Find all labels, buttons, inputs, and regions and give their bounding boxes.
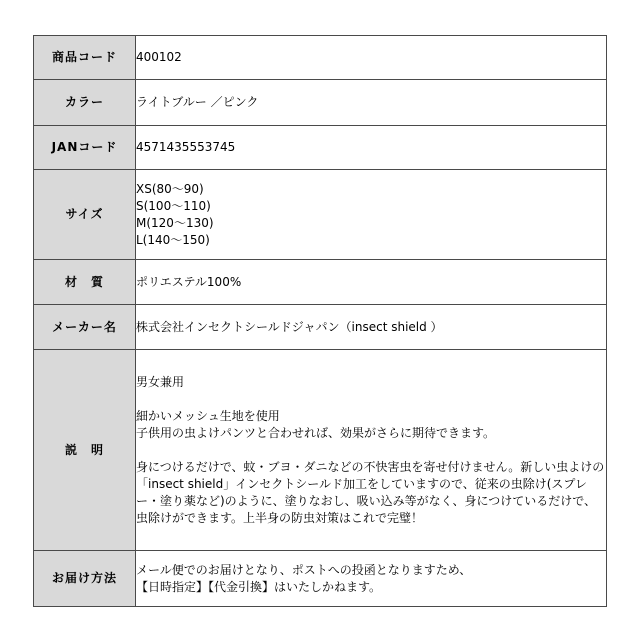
description-label: 説 明	[34, 350, 136, 551]
size-l: L(140〜150)	[136, 232, 210, 247]
maker-label: メーカー名	[34, 305, 136, 350]
jan-code-value: 4571435553745	[136, 126, 607, 170]
row-jan-code	[34, 126, 607, 170]
product-spec-table	[33, 35, 607, 607]
maker-value: 株式会社インセクトシールドジャパン（insect shield ）	[136, 305, 607, 350]
material-value: ポリエステル100%	[136, 260, 607, 305]
row-product-code	[34, 36, 607, 80]
description-line-1: 男女兼用	[136, 374, 185, 389]
size-values	[136, 170, 607, 260]
delivery-value	[136, 551, 607, 607]
description-line-2: 細かいメッシュ生地を使用	[136, 408, 280, 423]
row-maker	[34, 305, 607, 350]
description-value	[136, 350, 607, 551]
material-label: 材 質	[34, 260, 136, 305]
size-label: サイズ	[34, 170, 136, 260]
product-code-value: 400102	[136, 36, 607, 80]
row-description	[34, 350, 607, 551]
delivery-line-1: メール便でのお届けとなり、ポストへの投函となりますため、	[136, 562, 472, 577]
row-size	[34, 170, 607, 260]
description-paragraph: 身につけるだけで、蚊・ブヨ・ダニなどの不快害虫を寄せ付けません。新しい虫よけの「insect shield」インセクトシールド加工をしていますので、従来の虫除け(スプレー・塗り薬など)のように、塗りなおし、吸い込み等がなく、身につけているだけで、虫除けができます。上半身の防虫対策はこれで完璧！	[136, 459, 605, 525]
row-material	[34, 260, 607, 305]
description-line-3: 子供用の虫よけパンツと合わせれば、効果がさらに期待できます。	[136, 425, 496, 440]
size-s: S(100〜110)	[136, 198, 211, 213]
size-xs: XS(80〜90)	[136, 181, 204, 196]
color-value: ライトブルー ／ピンク	[136, 80, 607, 126]
jan-code-label: JANコード	[34, 126, 136, 170]
size-m: M(120〜130)	[136, 215, 214, 230]
delivery-line-2: 【日時指定】【代金引換】はいたしかねます。	[136, 579, 382, 594]
delivery-label: お届け方法	[34, 551, 136, 607]
color-label: カラー	[34, 80, 136, 126]
product-code-label: 商品コード	[34, 36, 136, 80]
row-delivery	[34, 551, 607, 607]
row-color	[34, 80, 607, 126]
